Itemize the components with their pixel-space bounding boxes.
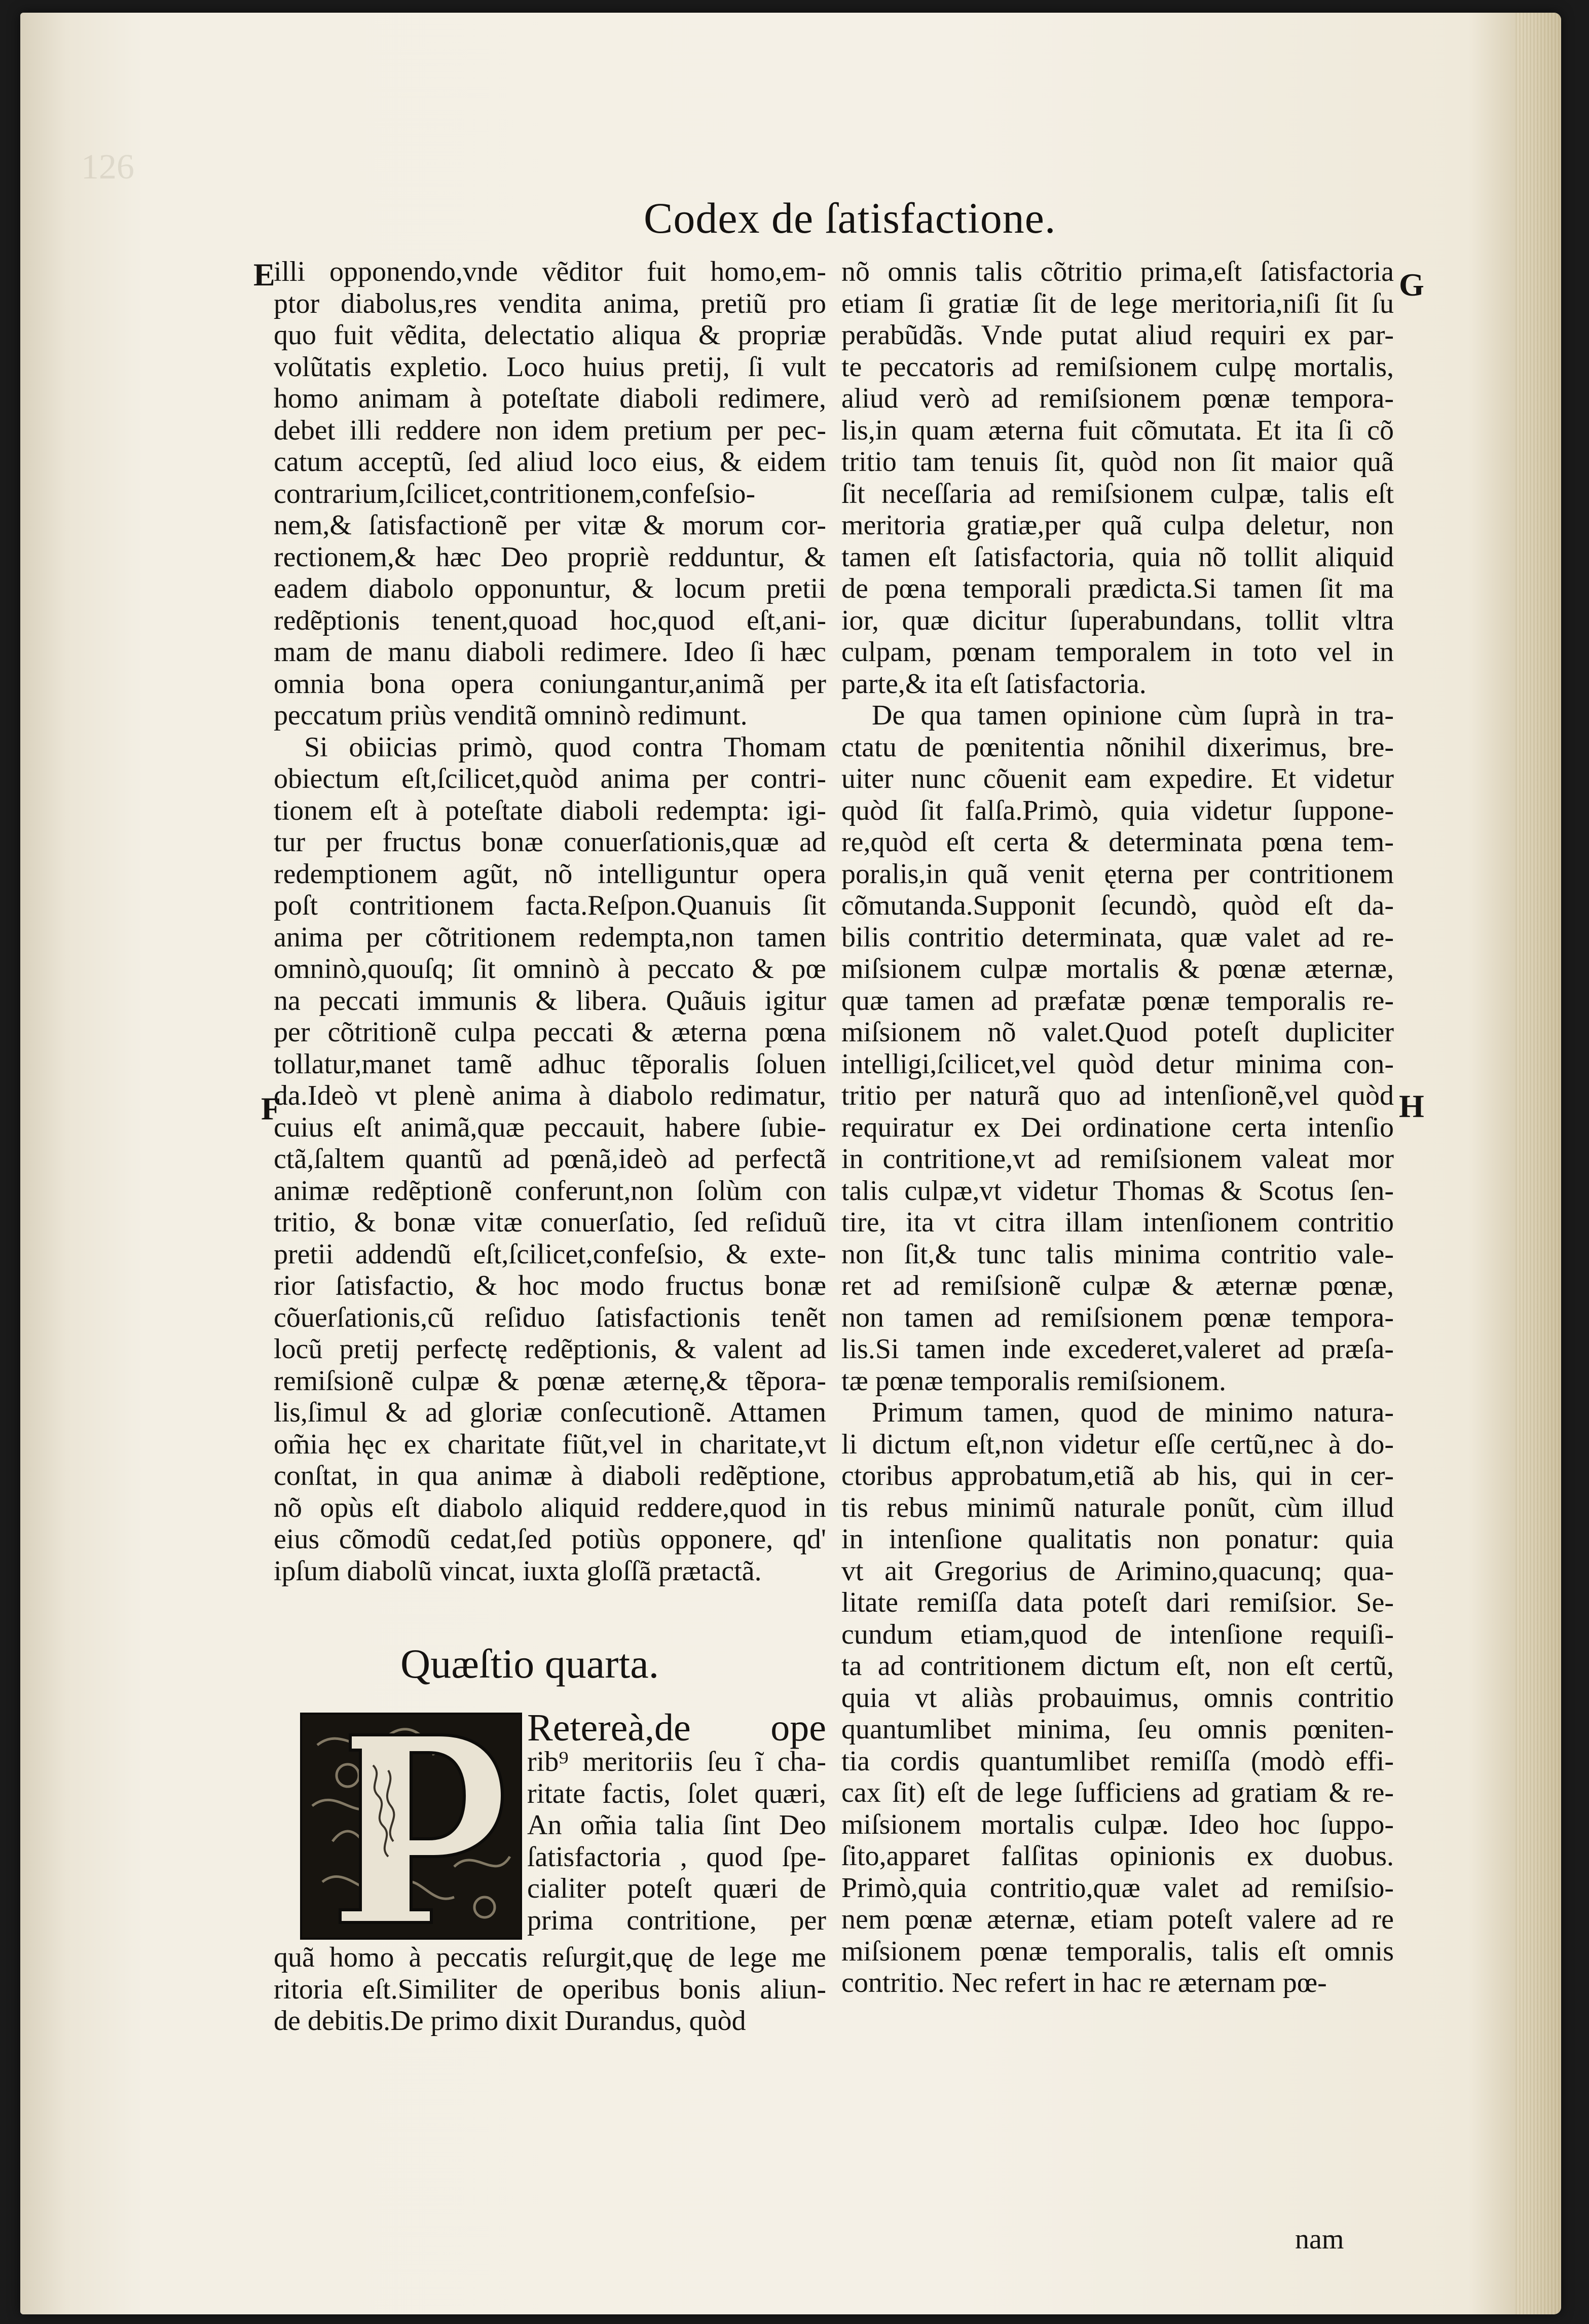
text-line: Si obiicias primò, quod contra Thomam bbox=[304, 731, 826, 763]
text-line: tis rebus minimũ naturale ponũt, cùm illud bbox=[841, 1492, 1394, 1523]
text-line: in contritione,vt ad remiſsionem valeat mor bbox=[841, 1143, 1394, 1175]
text-line: miſsionem nõ valet.Quod poteſt dupliciter bbox=[841, 1016, 1394, 1048]
text-line: homo animam à poteſtate diaboli redimere, bbox=[274, 383, 826, 414]
text-line: te peccatoris ad remiſsionem culpę mortalis, bbox=[841, 351, 1394, 383]
left-column-lower bbox=[274, 1942, 826, 2037]
margin-letter-h: H bbox=[1399, 1088, 1424, 1124]
text-line: pretii addendũ eſt,ſcilicet,confeſsio, & exte- bbox=[274, 1238, 826, 1270]
text-line: illi opponendo,vnde vẽditor fuit homo,em- bbox=[274, 256, 826, 287]
ornamental-letter-p-icon bbox=[302, 1715, 520, 1938]
text-line: Retereà,de ope bbox=[527, 1706, 826, 1749]
text-line: ritate factis, ſolet quæri, bbox=[527, 1777, 826, 1809]
text-line: ſit neceſſaria ad remiſsionem culpæ, talis eſt bbox=[841, 478, 1394, 510]
margin-letter-f: F bbox=[261, 1091, 281, 1127]
text-line: debet illi reddere non idem pretium per pec- bbox=[274, 414, 826, 446]
margin-letter-g: G bbox=[1399, 267, 1424, 303]
text-line: ctatu de pœnitentia nõnihil dixerimus, bre- bbox=[841, 731, 1394, 763]
text-line: tamen eſt ſatisfactoria, quia nõ tollit aliquid bbox=[841, 541, 1394, 573]
text-line: ctoribus approbatum,etiã ab his, qui in cer- bbox=[841, 1460, 1394, 1492]
text-line: locũ pretij perfectę redẽptionis, & valent ad bbox=[274, 1333, 826, 1365]
paragraph-beside-drop-cap bbox=[527, 1706, 826, 1936]
text-line: poralis,in quã venit ęterna per contritionem bbox=[841, 858, 1394, 890]
text-line: ipſum diabolũ vincat, iuxta gloſſã prætactã. bbox=[274, 1555, 762, 1587]
text-line: tollatur,manet tamẽ adhuc tẽporalis ſoluen bbox=[274, 1048, 826, 1080]
text-line: rior ſatisfactio, & hoc modo fructus bonæ bbox=[274, 1270, 826, 1301]
bleed-through-page-number: 126 bbox=[81, 148, 134, 187]
text-line: cialiter poteſt quæri de bbox=[527, 1873, 826, 1904]
text-line: tritio tam tenuis ſit, quòd non ſit maior quã bbox=[841, 446, 1394, 478]
text-line: tritio, & bonæ vitæ conuerſatio, ſed reſiduũ bbox=[274, 1207, 826, 1238]
text-line: tionem eſt à poteſtate diaboli redempta: igi- bbox=[274, 794, 826, 826]
text-line: ctã,ſaltem quantũ ad pœnã,ideò ad perfectã bbox=[274, 1143, 826, 1175]
text-line: per cõtritionẽ culpa peccati & æterna pœna bbox=[274, 1016, 826, 1048]
text-line: tæ pœnæ temporalis remiſsionem. bbox=[841, 1365, 1227, 1397]
text-line: miſsionem mortalis culpæ. Ideo hoc ſuppo- bbox=[841, 1808, 1394, 1840]
text-line: culpam, pœnam temporalem in toto vel in bbox=[841, 636, 1394, 668]
text-line: ſito,apparet falſitas opinionis ex duobus. bbox=[841, 1840, 1394, 1872]
text-line: perabũdãs. Vnde putat aliud requiri ex par- bbox=[841, 319, 1394, 351]
text-line: meritoria gratiæ,per quã culpa deletur, non bbox=[841, 510, 1394, 541]
text-line: miſsionem culpæ mortalis & pœnæ æternæ, bbox=[841, 953, 1394, 985]
catchword: nam bbox=[1295, 2224, 1344, 2255]
text-line: nem,& ſatisfactionẽ per vitæ & morum cor- bbox=[274, 510, 826, 541]
text-line: lis,ſimul & ad gloriæ conſecutionẽ. Attamen bbox=[274, 1397, 826, 1428]
text-line: nõ omnis talis cõtritio prima,eſt ſatisfactoria bbox=[841, 256, 1394, 287]
text-line: non tamen ad remiſsionem pœnæ tempora- bbox=[841, 1301, 1394, 1333]
right-column bbox=[841, 256, 1394, 1999]
text-line: omnia bona opera coniungantur,animã per bbox=[274, 668, 826, 700]
text-line: miſsionem pœnæ temporalis, talis eſt omnis bbox=[841, 1935, 1394, 1967]
text-line: volũtatis expletio. Loco huius pretij, ſi vult bbox=[274, 351, 826, 383]
text-line: conſtat, in qua animæ à diaboli redẽptione, bbox=[274, 1460, 826, 1492]
text-line: ior, quæ dicitur ſuperabundans, tollit vltra bbox=[841, 604, 1394, 636]
text-line: quantumlibet minima, ſeu omnis pœniten- bbox=[841, 1714, 1394, 1745]
left-column bbox=[274, 256, 826, 1587]
text-line: bilis contritio determinata, quæ valet ad re- bbox=[841, 921, 1394, 953]
text-line: Primò,quia contritio,quæ valet ad remiſsio- bbox=[841, 1872, 1394, 1904]
text-line: vt ait Gregorius de Arimino,quacunq; qua- bbox=[841, 1555, 1394, 1587]
text-line: peccatum priùs venditã omninò redimunt. bbox=[274, 700, 748, 731]
text-line: ſatisfactoria , quod ſpe- bbox=[527, 1841, 826, 1873]
question-heading: Quæſtio quarta. bbox=[400, 1641, 659, 1687]
text-line: ta ad contritionem dictum eſt, non eſt certũ, bbox=[841, 1650, 1394, 1682]
text-line: intelligi,ſcilicet,vel quòd detur minima con- bbox=[841, 1048, 1394, 1080]
text-line: tia cordis quantumlibet remiſſa (modò effi- bbox=[841, 1745, 1394, 1777]
drop-cap-p bbox=[300, 1713, 522, 1940]
text-line: in intenſione qualitatis non ponatur: quia bbox=[841, 1523, 1394, 1555]
text-line: quo fuit vẽdita, delectatio aliqua & propriæ bbox=[274, 319, 826, 351]
text-line: li dictum eſt,non videtur eſſe certũ,nec à do- bbox=[841, 1428, 1394, 1460]
text-line: mam de manu diaboli redimere. Ideo ſi hæc bbox=[274, 636, 826, 668]
text-line: requiratur ex Dei ordinatione certa intenſio bbox=[841, 1111, 1394, 1143]
text-line: quia vt aliàs probauimus, omnis contritio bbox=[841, 1682, 1394, 1714]
text-line: etiam ſi gratiæ ſit de lege meritoria,niſi ſit ſu bbox=[841, 287, 1394, 319]
text-line: eius cõmodũ cedat,ſed potiùs opponere, qd' bbox=[274, 1523, 826, 1555]
text-line: uiter nunc cõuenit eam expedire. Et videtur bbox=[841, 763, 1394, 794]
text-line: cundum etiam,quod de intenſione requiſi- bbox=[841, 1618, 1394, 1650]
text-line: rib⁹ meritoriis ſeu ĩ cha- bbox=[527, 1746, 826, 1777]
text-line: eadem diabolo opponuntur, & locum pretii bbox=[274, 573, 826, 604]
text-line: ritoria eſt.Similiter de operibus bonis aliun- bbox=[274, 1973, 826, 2005]
text-line: tire, ita vt citra illam intenſionem contritio bbox=[841, 1207, 1394, 1238]
text-line: anima per cõtritionem redempta,non tamen bbox=[274, 921, 826, 953]
text-line: tur per fructus bonæ conuerſationis,quæ ad bbox=[274, 826, 826, 858]
text-line: quòd ſit falſa.Primò, quia videtur ſuppone- bbox=[841, 794, 1394, 826]
text-line: rectionem,& hæc Deo propriè redduntur, & bbox=[274, 541, 826, 573]
text-line: non ſit,& tunc talis minima contritio vale- bbox=[841, 1238, 1394, 1270]
text-line: catum acceptũ, ſed aliud loco eius, & eidem bbox=[274, 446, 826, 478]
text-line: om̃ia hęc ex charitate fiũt,vel in charitate,vt bbox=[274, 1428, 826, 1460]
text-line: parte,& ita eſt ſatisfactoria. bbox=[841, 668, 1147, 700]
text-line: nem pœnæ æternæ, etiam poteſt valere ad re bbox=[841, 1904, 1394, 1935]
text-line: tritio per naturã quo ad intenſionẽ,vel quòd bbox=[841, 1080, 1394, 1111]
text-line: animæ redẽptionẽ conferunt,non ſolùm con bbox=[274, 1175, 826, 1207]
text-line: omninò,quouſq; ſit omninò à peccato & pœ bbox=[274, 953, 826, 985]
text-line: ptor diabolus,res vendita anima, pretiũ pro bbox=[274, 287, 826, 319]
text-line: na peccati immunis & libera. Quãuis igitur bbox=[274, 985, 826, 1016]
running-head: Codex de ſatisfactione. bbox=[644, 194, 1056, 242]
margin-letter-e: E bbox=[253, 257, 275, 293]
text-line: nõ opùs eſt diabolo aliquid reddere,quod in bbox=[274, 1492, 826, 1523]
text-line: ret ad remiſsionẽ culpæ & æternæ pœnæ, bbox=[841, 1270, 1394, 1301]
text-line: cõmutanda.Supponit ſecundò, quòd eſt da- bbox=[841, 890, 1394, 921]
text-line: poſt contritionem facta.Reſpon.Quanuis ſit bbox=[274, 890, 826, 921]
text-line: quæ tamen ad præfatæ pœnæ temporalis re- bbox=[841, 985, 1394, 1016]
text-line: redẽptionis tenent,quoad hoc,quod eſt,ani- bbox=[274, 604, 826, 636]
text-line: De qua tamen opinione cùm ſuprà in tra- bbox=[872, 700, 1394, 731]
text-line: obiectum eſt,ſcilicet,quòd anima per contri- bbox=[274, 763, 826, 794]
text-line: quã homo à peccatis reſurgit,quę de lege me bbox=[274, 1942, 826, 1973]
text-line: redemptionem agũt, nõ intelliguntur opera bbox=[274, 858, 826, 890]
text-line: lis.Si tamen inde excederet,valeret ad præſa- bbox=[841, 1333, 1394, 1365]
text-line: contrarium,ſcilicet,contritionem,confeſsio- bbox=[274, 478, 756, 510]
text-line: An om̃ia talia ſint Deo bbox=[527, 1809, 826, 1841]
text-line: re,quòd eſt certa & determinata pœna tem- bbox=[841, 826, 1394, 858]
text-line: Primum tamen, quod de minimo natura- bbox=[872, 1397, 1394, 1428]
text-line: da.Ideò vt plenè anima à diabolo redimatur, bbox=[274, 1080, 826, 1111]
text-line: prima contritione, per bbox=[527, 1904, 826, 1936]
text-line: cuius eſt animã,quæ peccauit, habere ſubie- bbox=[274, 1111, 826, 1143]
text-line: remiſsionẽ culpæ & pœnæ æternę,& tẽpora- bbox=[274, 1365, 826, 1397]
text-line: lis,in quam æterna fuit cõmutata. Et ita ſi cõ bbox=[841, 414, 1394, 446]
text-line: litate remiſſa data poteſt dari remiſsior. Se- bbox=[841, 1587, 1394, 1618]
text-line: cax ſit) eſt de lege ſufficiens ad gratiam & re- bbox=[841, 1777, 1394, 1808]
page-edge bbox=[1516, 13, 1561, 2314]
text-line: aliud verò ad remiſsionem pœnæ tempora- bbox=[841, 383, 1394, 414]
text-line: talis culpæ,vt videtur Thomas & Scotus ſen- bbox=[841, 1175, 1394, 1207]
text-line: contritio. Nec refert in hac re æternam pœ- bbox=[841, 1967, 1327, 1999]
text-line: cõuerſationis,cũ reſiduo ſatisfactionis tenẽt bbox=[274, 1301, 826, 1333]
text-line: de debitis.De primo dixit Durandus, quòd bbox=[274, 2005, 746, 2037]
text-line: de pœna temporali prædicta.Si tamen ſit ma bbox=[841, 573, 1394, 604]
